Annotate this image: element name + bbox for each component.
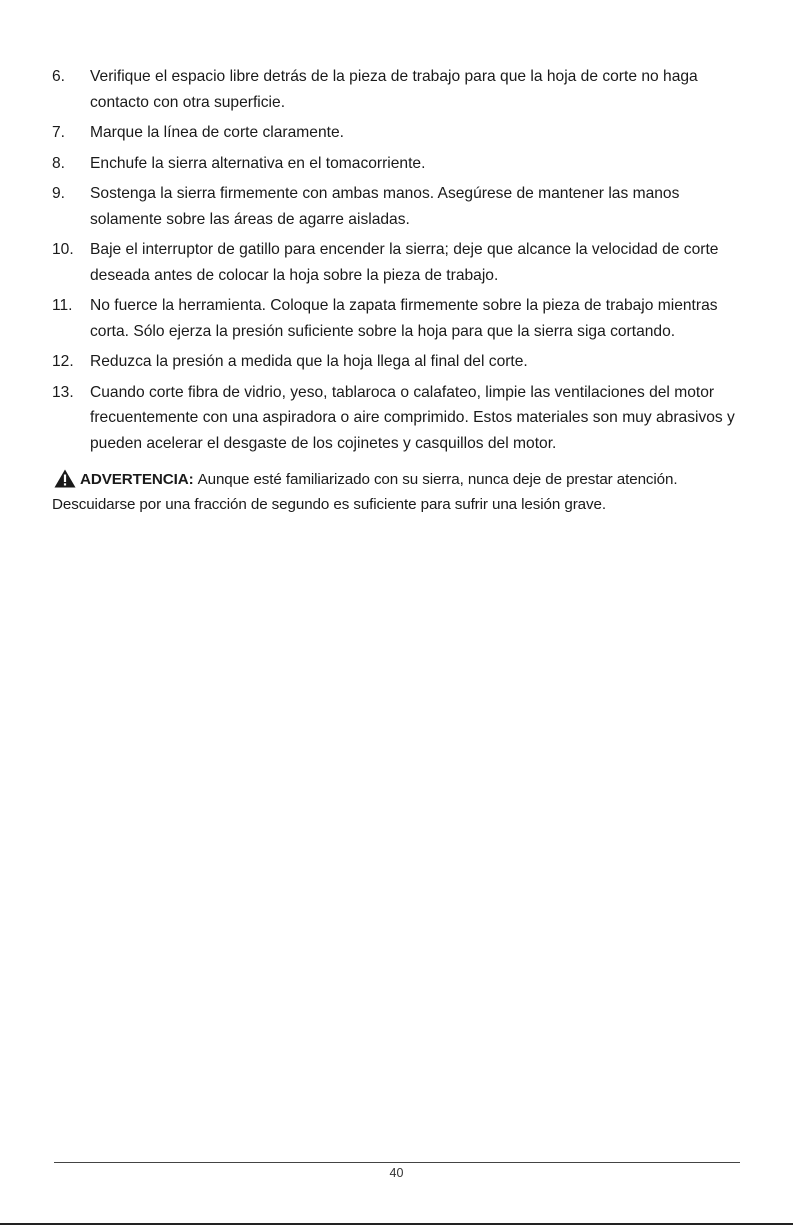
step-item (52, 64, 752, 115)
step-number: 9. (52, 185, 66, 202)
step-number: 11. (52, 297, 73, 314)
step-item (52, 349, 752, 375)
step-text: Verifique el espacio libre detrás de la pieza de trabajo para que la hoja de corte no haga contacto con otra superficie. (90, 68, 698, 111)
step-item (52, 237, 752, 288)
warning-text-line2: Descuidarse por una fracción de segundo es suficiente para sufrir una lesión grave. (52, 496, 606, 513)
step-text: Marque la línea de corte claramente. (90, 124, 344, 141)
step-text: Reduzca la presión a medida que la hoja llega al final del corte. (90, 353, 528, 370)
step-text: No fuerce la herramienta. Coloque la zapata firmemente sobre la pieza de trabajo mientras corta. Sólo ejerza la presión suficiente sobre la hoja para que la sierra siga cortando. (90, 297, 718, 340)
step-item (52, 120, 752, 146)
page-number: 40 (389, 1166, 404, 1180)
step-number: 12. (52, 353, 74, 370)
step-item (52, 181, 752, 232)
step-text: Cuando corte fibra de vidrio, yeso, tablaroca o calafateo, limpie las ventilaciones del motor frecuentemente con una aspiradora o aire comprimido. Estos materiales son muy abrasivos y pueden acelerar el desgaste de los cojinetes y casquillos del motor. (90, 383, 735, 452)
footer-divider (54, 1162, 740, 1163)
step-number: 13. (52, 383, 74, 401)
step-item (52, 293, 752, 344)
step-number: 7. (52, 124, 66, 141)
step-text: Baje el interruptor de gatillo para encender la sierra; deje que alcance la velocidad de corte deseada antes de colocar la hoja sobre la pieza de trabajo. (90, 241, 719, 284)
warning-text-line1: Aunque esté familiarizado con su sierra, nunca deje de prestar atención. (197, 471, 678, 488)
warning-triangle-icon (54, 469, 76, 488)
step-item (52, 380, 752, 457)
warning-first-line (52, 467, 752, 492)
step-text: Enchufe la sierra alternativa en el tomacorriente. (90, 154, 426, 172)
step-number: 6. (52, 68, 66, 85)
step-item (52, 151, 752, 177)
instruction-steps (52, 64, 752, 461)
warning-label: ADVERTENCIA: (80, 471, 194, 488)
step-text: Sostenga la sierra firmemente con ambas manos. Asegúrese de mantener las manos solamente sobre las áreas de agarre aisladas. (90, 185, 680, 228)
step-number: 10. (52, 241, 74, 258)
step-number: 8. (52, 154, 66, 172)
warning-block (52, 467, 752, 517)
